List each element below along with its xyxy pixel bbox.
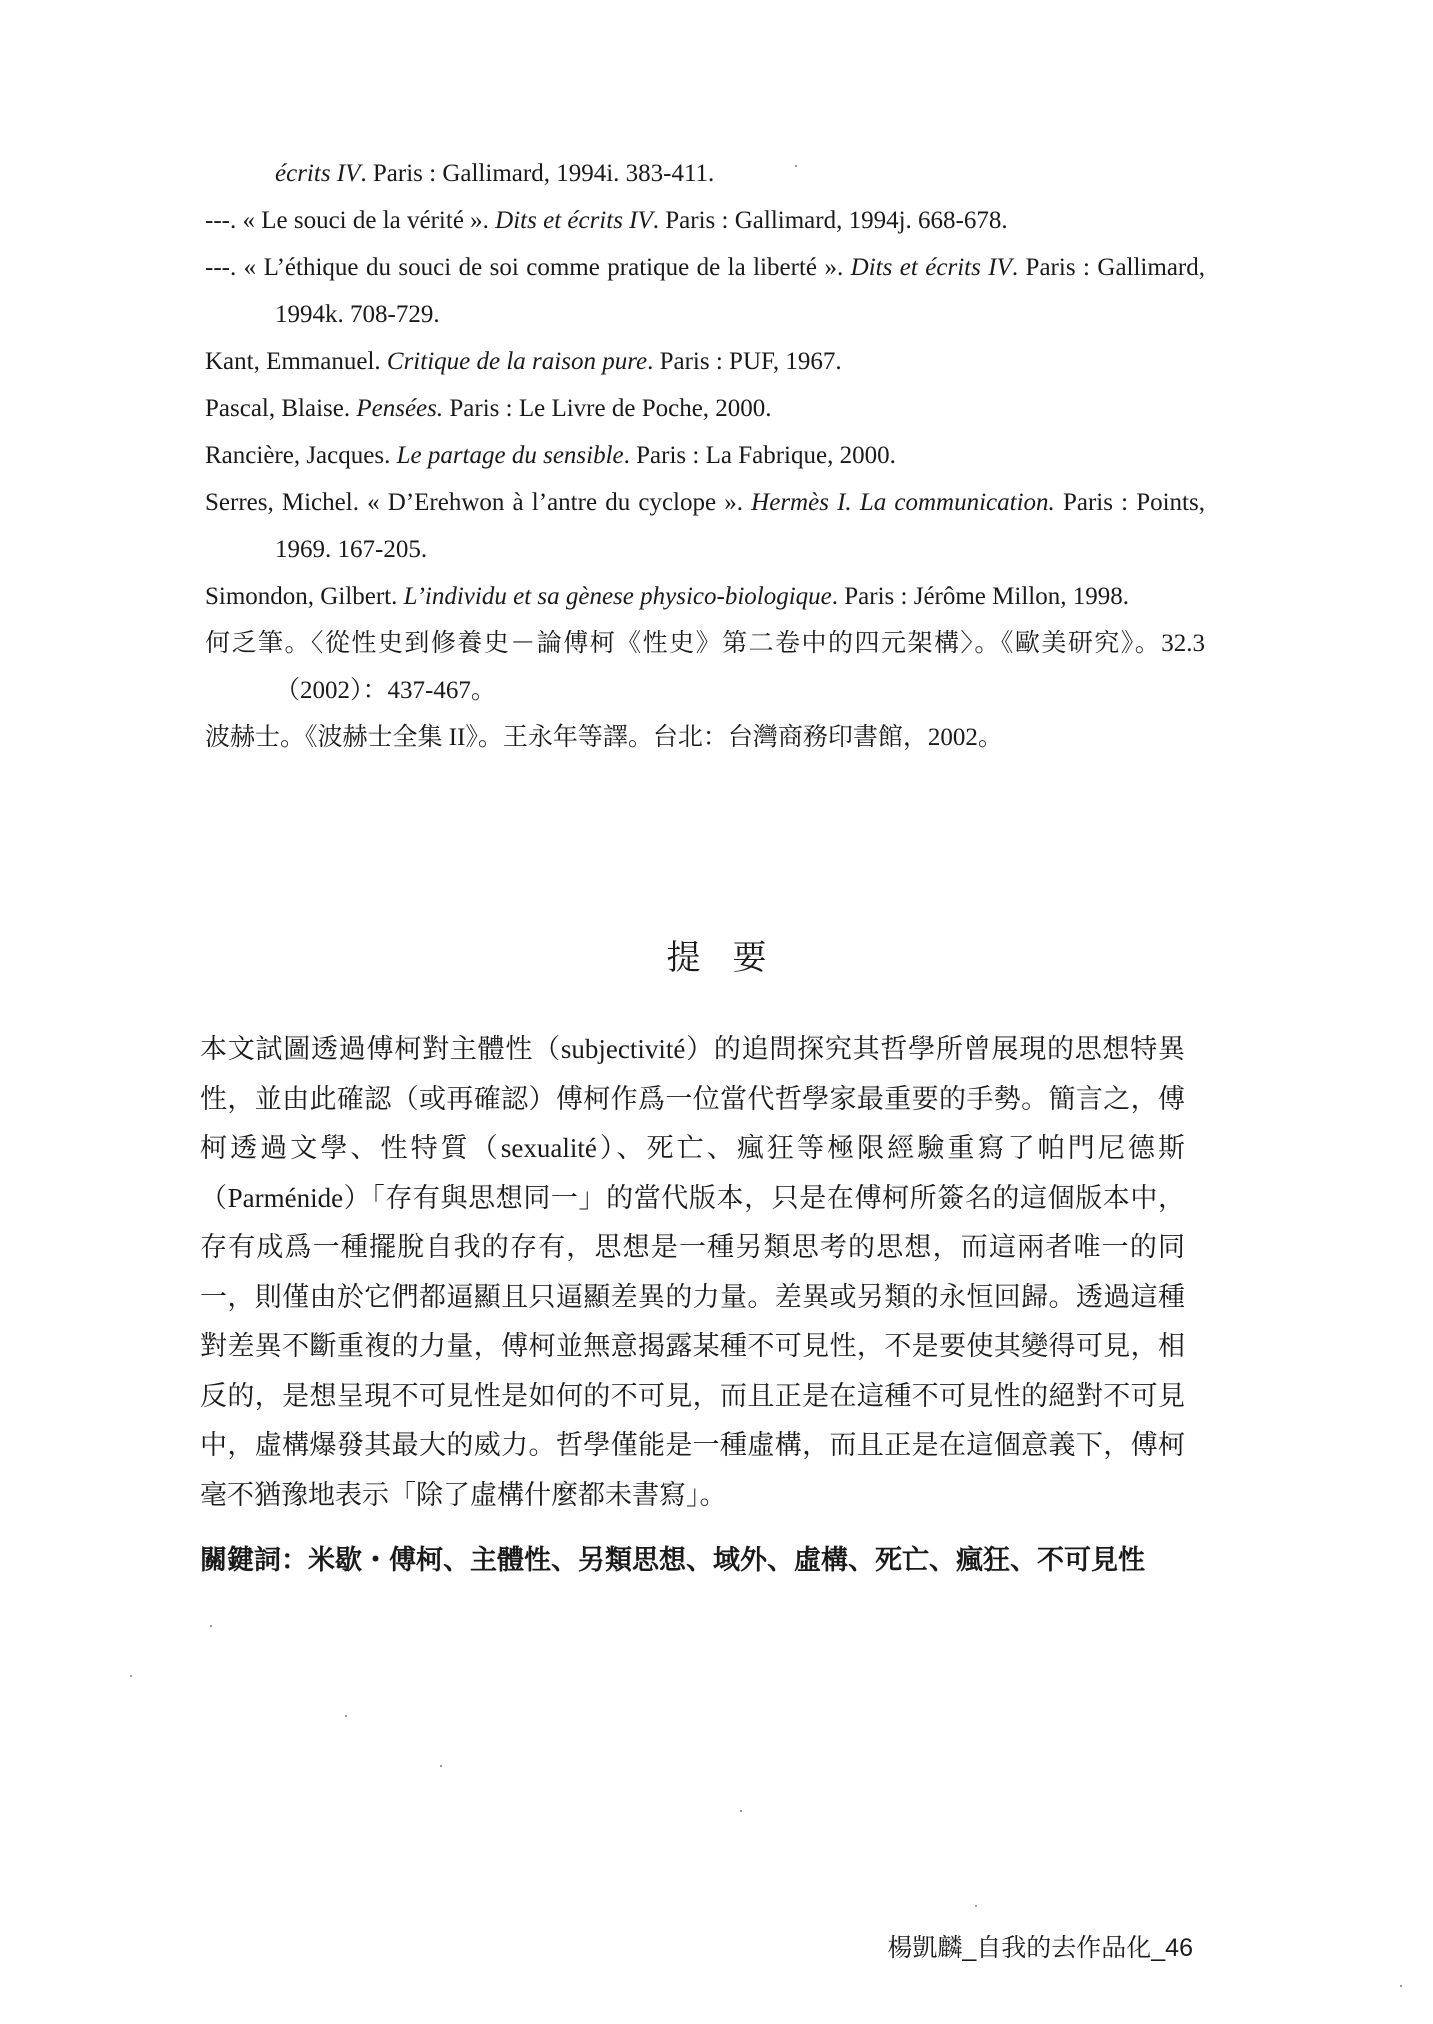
scan-speck [345,1715,347,1717]
abstract-heading: 提要 [666,940,799,977]
reference-entry: Serres, Michel. « D’Erehwon à l’antre du cyclope ». Hermès I. La communication. Paris : Points, 1969. 167-205. [205,489,1205,563]
reference-entry: 波赫士。《波赫士全集 II》。王永年等譯。台北：台灣商務印書館，2002。 [205,724,1003,751]
scan-speck [210,1625,212,1627]
reference-entry: écrits IV. Paris : Gallimard, 1994i. 383-411. [275,160,715,187]
reference-title: L’individu et sa gènese physico-biologique [403,583,832,610]
reference-title: Le partage du sensible [396,442,624,469]
reference-entry: Rancière, Jacques. Le partage du sensible. Paris : La Fabrique, 2000. [205,442,896,469]
scan-speck [130,1675,132,1677]
reference-entry: Kant, Emmanuel. Critique de la raison pure. Paris : PUF, 1967. [205,348,842,375]
scan-speck [740,1810,742,1812]
scan-speck [1400,1985,1402,1987]
reference-entry: 何乏筆。〈從性史到修養史－論傅柯《性史》第二卷中的四元架構〉。《歐美研究》。32.3（2002）：437-467。 [205,630,1205,704]
keywords-line: 關鍵詞：米歇・傅柯、主體性、另類思想、域外、虛構、死亡、瘋狂、不可見性 [200,1545,1145,1575]
bibliography [205,150,1205,761]
page-footer: 楊凱麟_自我的去作品化_46 [887,1934,1193,1962]
scan-speck [795,165,797,167]
reference-entry: ---. « Le souci de la vérité ». Dits et écrits IV. Paris : Gallimard, 1994j. 668-678. [205,207,1008,234]
scan-speck [975,1905,977,1907]
reference-title: écrits IV [275,160,361,187]
abstract-paragraph: 本文試圖透過傅柯對主體性（subjectivité）的追問探究其哲學所曾展現的思想特異性，並由此確認（或再確認）傅柯作爲一位當代哲學家最重要的手勢。簡言之，傅柯透過文學、性特質（sexualité）、死亡、瘋狂等極限經驗重寫了帕門尼德斯（Parménide）「存有與思想同一」的當代版本，只是在傅柯所簽名的這個版本中，存有成爲一種擺脫自我的存有，思想是一種另類思考的思想，而這兩者唯一的同一，則僅由於它們都逼顯且只逼顯差異的力量。差異或另類的永恒回歸。透過這種對差異不斷重複的力量，傅柯並無意揭露某種不可見性，不是要使其變得可見，相反的，是想呈現不可見性是如何的不可見，而且正是在這種不可見性的絕對不可見中，虛構爆發其最大的威力。哲學僅能是一種虛構，而且正是在這個意義下，傅柯毫不猶豫地表示「除了虛構什麼都未書寫」。 [200,1034,1185,1510]
reference-title: Critique de la raison pure [386,348,648,375]
reference-title: Dits et écrits IV [495,207,653,234]
reference-entry: ---. « L’éthique du souci de soi comme pratique de la liberté ». Dits et écrits IV. Paris : Gallimard, 1994k. 708-729. [205,254,1205,328]
scan-speck [440,1765,442,1767]
reference-entry: Pascal, Blaise. Pensées. Paris : Le Livre de Poche, 2000. [205,395,772,422]
reference-title: Hermès I. La communication. [751,489,1055,516]
reference-title: Pensées. [356,395,444,422]
reference-title: Dits et écrits IV [850,254,1012,281]
reference-entry: Simondon, Gilbert. L’individu et sa gènese physico-biologique. Paris : Jérôme Millon, 1998. [205,583,1129,610]
